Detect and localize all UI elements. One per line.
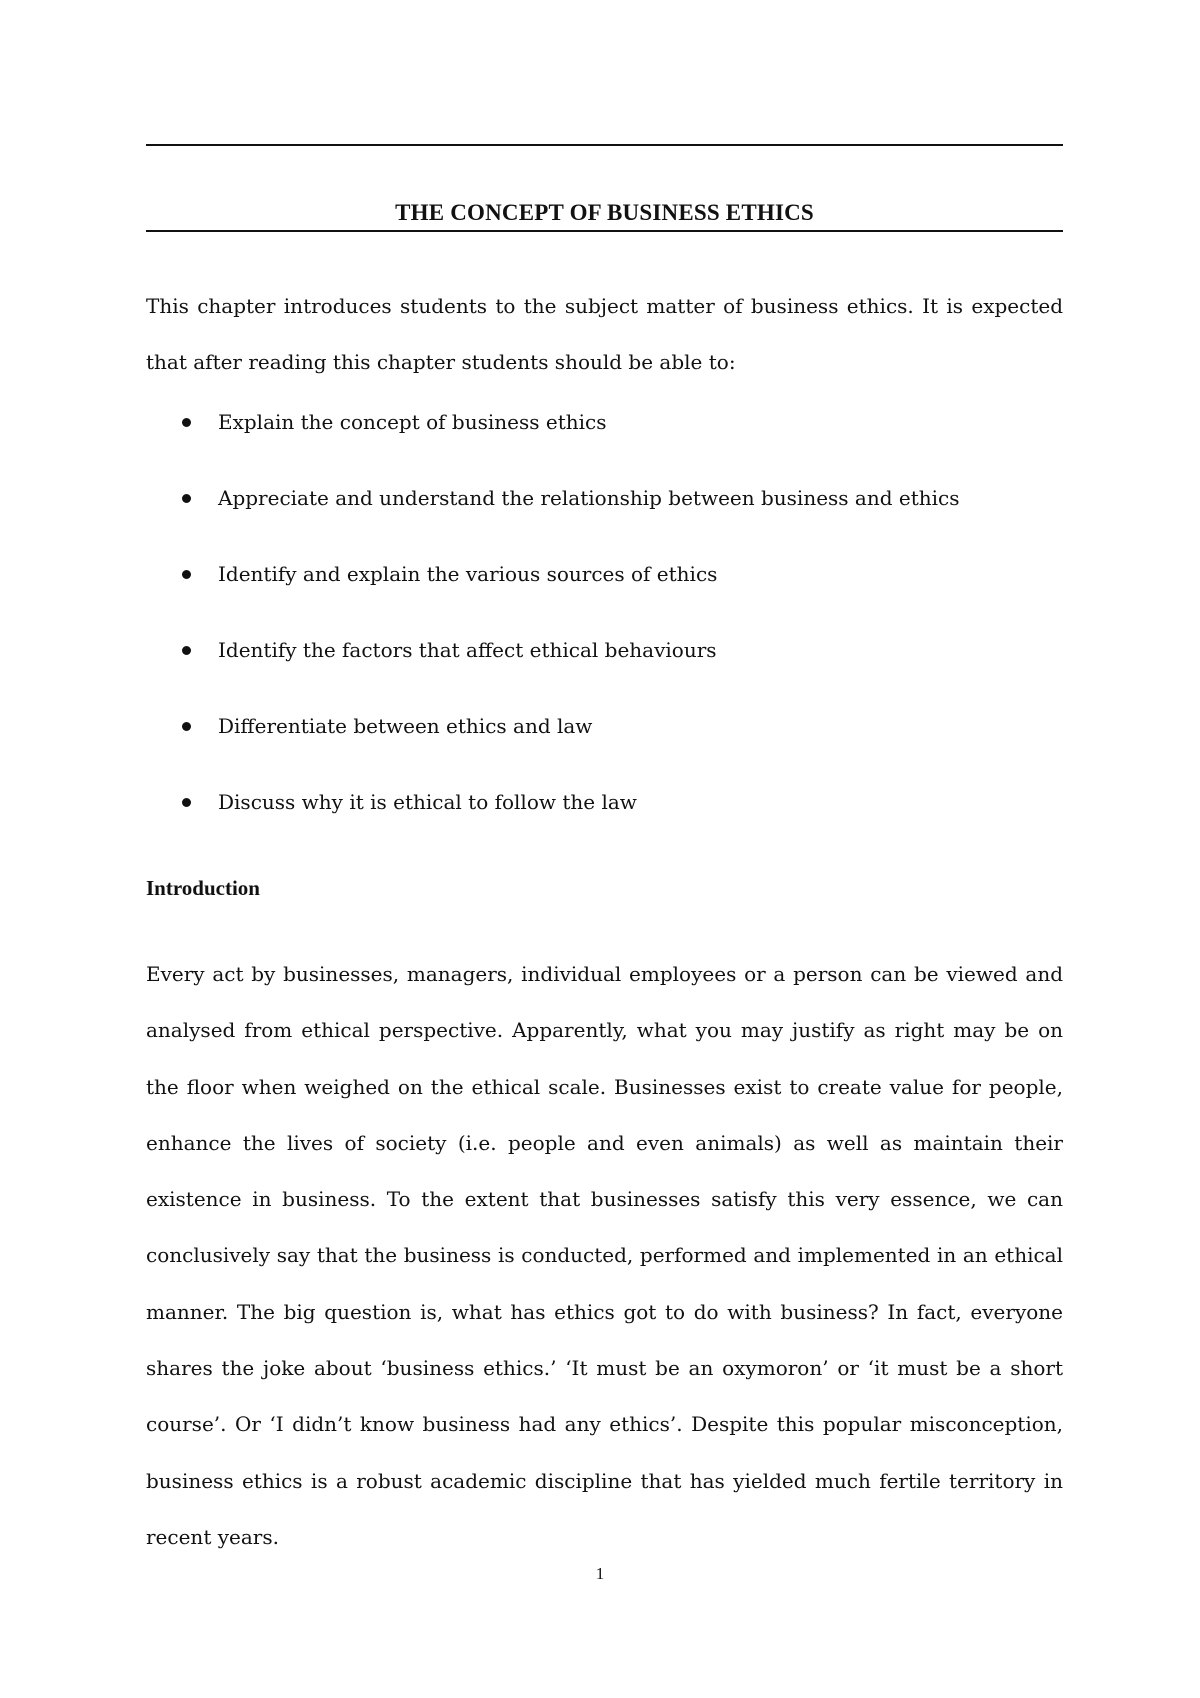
objective-text: Identify and explain the various sources of ethics — [218, 562, 718, 586]
bullet-icon — [182, 418, 191, 427]
top-horizontal-rule — [146, 144, 1063, 146]
objective-text: Identify the factors that affect ethical behaviours — [218, 638, 717, 662]
title-underline-rule — [146, 230, 1063, 232]
bullet-icon — [182, 646, 191, 655]
list-item — [146, 790, 1063, 866]
bullet-icon — [182, 798, 191, 807]
section-heading-introduction: Introduction — [146, 876, 260, 900]
introduction-paragraph: Every act by businesses, managers, individual employees or a person can be viewed and analysed from ethical perspective. Apparently, what you may justify as right may be on the floor when weighed on the ethical scale. Businesses exist to create value for people, enhance the lives of society (i.e. people and even animals) as well as maintain their existence in business. To the extent that businesses satisfy this very essence, we can conclusively say that the business is conducted, performed and implemented in an ethical manner. The big question is, what has ethics got to do with business? In fact, everyone shares the joke about ‘business ethics.’ ‘It must be an oxymoron’ or ‘it must be a short course’. Or ‘I didn’t know business had any ethics’. Despite this popular misconception, business ethics is a robust academic discipline that has yielded much fertile territory in recent years. — [146, 962, 1063, 1549]
objective-text: Explain the concept of business ethics — [218, 410, 607, 434]
list-item — [146, 562, 1063, 638]
list-item — [146, 486, 1063, 562]
intro-paragraph: This chapter introduces students to the subject matter of business ethics. It is expected that after reading this chapter students should be able to: — [146, 294, 1063, 374]
list-item — [146, 714, 1063, 790]
bullet-icon — [182, 494, 191, 503]
list-item — [146, 638, 1063, 714]
page-number: 1 — [595, 1564, 605, 1583]
objective-text: Differentiate between ethics and law — [218, 714, 593, 738]
objective-text: Discuss why it is ethical to follow the law — [218, 790, 637, 814]
bullet-icon — [182, 570, 191, 579]
learning-objectives-list — [146, 410, 1063, 866]
bullet-icon — [182, 722, 191, 731]
chapter-title: THE CONCEPT OF BUSINESS ETHICS — [395, 200, 814, 225]
list-item — [146, 410, 1063, 486]
objective-text: Appreciate and understand the relationship between business and ethics — [218, 486, 960, 510]
